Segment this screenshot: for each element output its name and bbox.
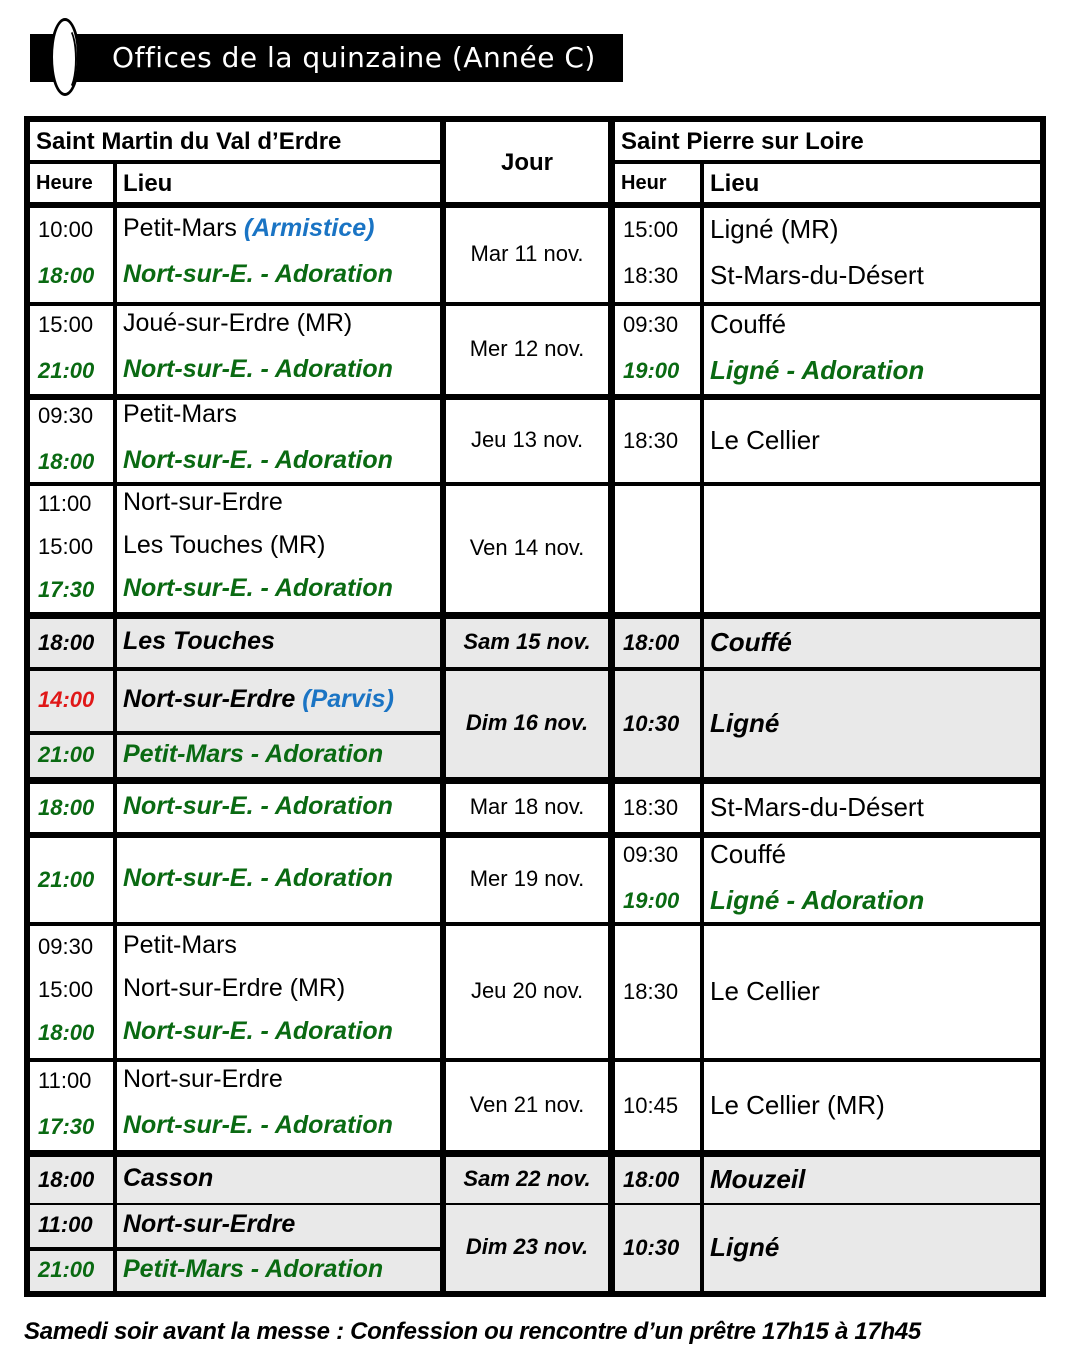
service-place: Nort-sur-E. - Adoration bbox=[123, 260, 393, 288]
service-place: Nort-sur-E. - Adoration bbox=[123, 1111, 393, 1139]
place-cell bbox=[117, 784, 440, 832]
service-place: Nort-sur-Erdre bbox=[123, 1065, 283, 1093]
jour-label: Jour bbox=[500, 149, 553, 176]
time-cell bbox=[30, 208, 113, 302]
service-time: 11:00 bbox=[38, 491, 92, 516]
service-time: 18:30 bbox=[623, 263, 679, 288]
place-cell bbox=[117, 735, 440, 777]
time-cell bbox=[30, 784, 113, 832]
place-cell-right bbox=[704, 671, 1040, 777]
service-place: Le Cellier bbox=[710, 425, 820, 455]
day-label: Sam 22 nov. bbox=[463, 1166, 591, 1191]
service-time: 10:30 bbox=[623, 711, 680, 736]
service-place: Nort-sur-E. - Adoration bbox=[123, 355, 393, 383]
service-time: 10:30 bbox=[623, 1235, 680, 1260]
service-place: Nort-sur-E. - Adoration bbox=[123, 792, 393, 820]
service-place: Couffé bbox=[710, 627, 792, 657]
service-place: Les Touches (MR) bbox=[123, 531, 326, 559]
place-cell bbox=[117, 1062, 440, 1150]
header-lieu-left bbox=[117, 164, 440, 202]
time-cell bbox=[30, 619, 113, 667]
schedule-table bbox=[24, 116, 1046, 1297]
place-cell bbox=[117, 486, 440, 612]
day-cell bbox=[446, 306, 608, 394]
time-cell-right bbox=[615, 486, 700, 612]
service-time: 21:00 bbox=[38, 1257, 95, 1282]
service-place: Ligné (MR) bbox=[710, 214, 839, 244]
service-place: Petit-Mars - Adoration bbox=[123, 1255, 384, 1283]
service-time: 10:45 bbox=[623, 1093, 679, 1118]
service-place: Petit-Mars bbox=[123, 400, 237, 428]
service-time: 09:30 bbox=[623, 842, 679, 867]
service-time: 18:00 bbox=[38, 1167, 95, 1192]
service-place-text: Petit-Mars bbox=[123, 214, 237, 242]
service-time: 21:00 bbox=[38, 358, 95, 383]
place-cell bbox=[117, 306, 440, 394]
header-left-parish bbox=[30, 122, 440, 160]
day-label: Mar 11 nov. bbox=[470, 241, 584, 266]
place-cell-right bbox=[704, 400, 1040, 482]
time-cell bbox=[30, 838, 113, 922]
service-place: Ligné bbox=[710, 708, 780, 738]
service-place: St-Mars-du-Désert bbox=[710, 792, 924, 822]
day-cell bbox=[446, 486, 608, 612]
service-place: Le Cellier (MR) bbox=[710, 1090, 885, 1120]
place-cell bbox=[117, 838, 440, 922]
ring-ornament-icon bbox=[50, 18, 80, 96]
service-place: Les Touches bbox=[123, 627, 275, 655]
service-time: 14:00 bbox=[38, 687, 95, 712]
place-cell-right bbox=[704, 926, 1040, 1058]
service-place: Petit-Mars - Adoration bbox=[123, 740, 384, 768]
time-cell-right bbox=[615, 400, 700, 482]
place-cell-right bbox=[704, 838, 1040, 922]
service-place: St-Mars-du-Désert bbox=[710, 260, 924, 290]
day-cell bbox=[446, 1062, 608, 1150]
service-place: Petit-Mars bbox=[123, 931, 237, 959]
service-time: 21:00 bbox=[38, 867, 95, 892]
day-cell bbox=[446, 1157, 608, 1203]
time-cell-right bbox=[615, 1157, 700, 1203]
day-label: Jeu 20 nov. bbox=[470, 978, 584, 1003]
service-time: 18:00 bbox=[623, 1167, 680, 1192]
header-heure-right bbox=[615, 164, 700, 202]
service-time: 21:00 bbox=[38, 742, 95, 767]
time-cell-right bbox=[615, 926, 700, 1058]
time-cell bbox=[30, 306, 113, 394]
day-label: Mar 18 nov. bbox=[469, 794, 585, 819]
day-cell bbox=[446, 671, 608, 777]
day-cell bbox=[446, 926, 608, 1058]
time-cell bbox=[30, 486, 113, 612]
heure-right-label: Heur bbox=[621, 172, 667, 194]
service-place: Nort-sur-E. - Adoration bbox=[123, 574, 393, 602]
day-cell bbox=[446, 784, 608, 832]
heure-left-label: Heure bbox=[36, 172, 93, 194]
service-time: 18:00 bbox=[623, 630, 680, 655]
service-place-text: Nort-sur-Erdre bbox=[123, 685, 296, 713]
service-time: 10:00 bbox=[38, 217, 94, 242]
footer-note: Samedi soir avant la messe : Confession ou rencontre d’un prêtre 17h15 à 17h45 bbox=[24, 1318, 921, 1345]
service-place: Couffé bbox=[710, 839, 787, 869]
service-place: Nort-sur-E. - Adoration bbox=[123, 446, 393, 474]
time-cell bbox=[30, 400, 113, 482]
day-cell bbox=[446, 838, 608, 922]
service-time: 19:00 bbox=[623, 888, 680, 913]
header-jour bbox=[446, 122, 608, 202]
place-cell-right bbox=[704, 1205, 1040, 1291]
place-cell-right bbox=[704, 208, 1040, 302]
service-time: 09:30 bbox=[38, 934, 94, 959]
service-place: Joué-sur-Erdre (MR) bbox=[123, 309, 353, 337]
header-right-parish bbox=[615, 122, 1040, 160]
time-cell-right bbox=[615, 784, 700, 832]
time-cell-right bbox=[615, 671, 700, 777]
service-time: 15:00 bbox=[623, 217, 679, 242]
day-cell bbox=[446, 619, 608, 667]
time-cell bbox=[30, 1157, 113, 1203]
service-place: Ligné - Adoration bbox=[710, 355, 925, 385]
time-cell bbox=[30, 671, 113, 731]
place-cell-right bbox=[704, 784, 1040, 832]
service-place: Nort-sur-E. - Adoration bbox=[123, 864, 393, 892]
lieu-left-label: Lieu bbox=[123, 170, 173, 197]
day-label: Dim 23 nov. bbox=[465, 1234, 589, 1259]
day-label: Jeu 13 nov. bbox=[470, 427, 584, 452]
day-label: Sam 15 nov. bbox=[463, 629, 591, 654]
header-heure-left bbox=[30, 164, 113, 202]
service-time: 09:30 bbox=[38, 403, 94, 428]
place-cell bbox=[117, 208, 440, 302]
place-cell bbox=[117, 1157, 440, 1203]
service-time: 17:30 bbox=[38, 1114, 95, 1139]
service-time: 11:00 bbox=[38, 1212, 93, 1237]
service-place: Nort-sur-E. - Adoration bbox=[123, 1017, 393, 1045]
service-time: 18:30 bbox=[623, 428, 679, 453]
time-cell bbox=[30, 926, 113, 1058]
header-lieu-right bbox=[704, 164, 1040, 202]
service-place: Nort-sur-Erdre (MR) bbox=[123, 974, 346, 1002]
left-parish-name: Saint Martin du Val d’Erdre bbox=[36, 128, 342, 155]
service-place: Couffé bbox=[710, 309, 787, 339]
service-place: Ligné bbox=[710, 1232, 780, 1262]
service-time: 15:00 bbox=[38, 534, 94, 559]
service-time: 18:00 bbox=[38, 449, 95, 474]
time-cell-right bbox=[615, 306, 700, 394]
service-place bbox=[123, 214, 374, 243]
time-cell bbox=[30, 1205, 113, 1247]
place-cell-right bbox=[704, 1062, 1040, 1150]
service-time: 09:30 bbox=[623, 312, 679, 337]
service-place: Casson bbox=[123, 1164, 214, 1192]
service-time: 18:00 bbox=[38, 630, 95, 655]
service-time: 15:00 bbox=[38, 312, 94, 337]
day-label: Mer 12 nov. bbox=[469, 336, 585, 361]
service-time: 11:00 bbox=[38, 1068, 92, 1093]
day-label: Ven 14 nov. bbox=[469, 535, 585, 560]
day-label: Mer 19 nov. bbox=[469, 866, 585, 891]
service-time: 18:30 bbox=[623, 795, 679, 820]
service-time: 18:00 bbox=[38, 263, 95, 288]
service-time: 17:30 bbox=[38, 577, 95, 602]
day-label: Ven 21 nov. bbox=[469, 1092, 585, 1117]
place-cell-right bbox=[704, 486, 1040, 612]
service-place: Nort-sur-Erdre bbox=[123, 1210, 296, 1238]
day-cell bbox=[446, 400, 608, 482]
service-time: 19:00 bbox=[623, 358, 680, 383]
time-cell bbox=[30, 735, 113, 777]
page-title: Offices de la quinzaine (Année C) bbox=[112, 41, 596, 74]
place-cell-right bbox=[704, 619, 1040, 667]
service-time: 18:00 bbox=[38, 1020, 95, 1045]
time-cell-right bbox=[615, 1205, 700, 1291]
time-cell bbox=[30, 1062, 113, 1150]
place-cell bbox=[117, 1251, 440, 1291]
time-cell-right bbox=[615, 619, 700, 667]
service-note: (Parvis) bbox=[302, 685, 394, 713]
place-cell bbox=[117, 619, 440, 667]
service-time: 18:30 bbox=[623, 979, 679, 1004]
service-place: Nort-sur-Erdre bbox=[123, 488, 283, 516]
time-cell-right bbox=[615, 208, 700, 302]
service-place bbox=[123, 685, 394, 714]
day-cell bbox=[446, 1205, 608, 1291]
service-time: 15:00 bbox=[38, 977, 94, 1002]
place-cell bbox=[117, 1205, 440, 1247]
place-cell bbox=[117, 926, 440, 1058]
day-cell bbox=[446, 208, 608, 302]
service-place: Mouzeil bbox=[710, 1164, 806, 1194]
place-cell bbox=[117, 400, 440, 482]
time-cell-right bbox=[615, 1062, 700, 1150]
right-parish-name: Saint Pierre sur Loire bbox=[621, 128, 864, 155]
lieu-right-label: Lieu bbox=[710, 170, 760, 197]
service-place: Le Cellier bbox=[710, 976, 820, 1006]
place-cell bbox=[117, 671, 440, 731]
day-label: Dim 16 nov. bbox=[465, 710, 589, 735]
service-time: 18:00 bbox=[38, 795, 95, 820]
place-cell-right bbox=[704, 1157, 1040, 1203]
time-cell bbox=[30, 1251, 113, 1291]
time-cell-right bbox=[615, 838, 700, 922]
service-place: Ligné - Adoration bbox=[710, 885, 925, 915]
service-note: (Armistice) bbox=[243, 214, 375, 242]
place-cell-right bbox=[704, 306, 1040, 394]
